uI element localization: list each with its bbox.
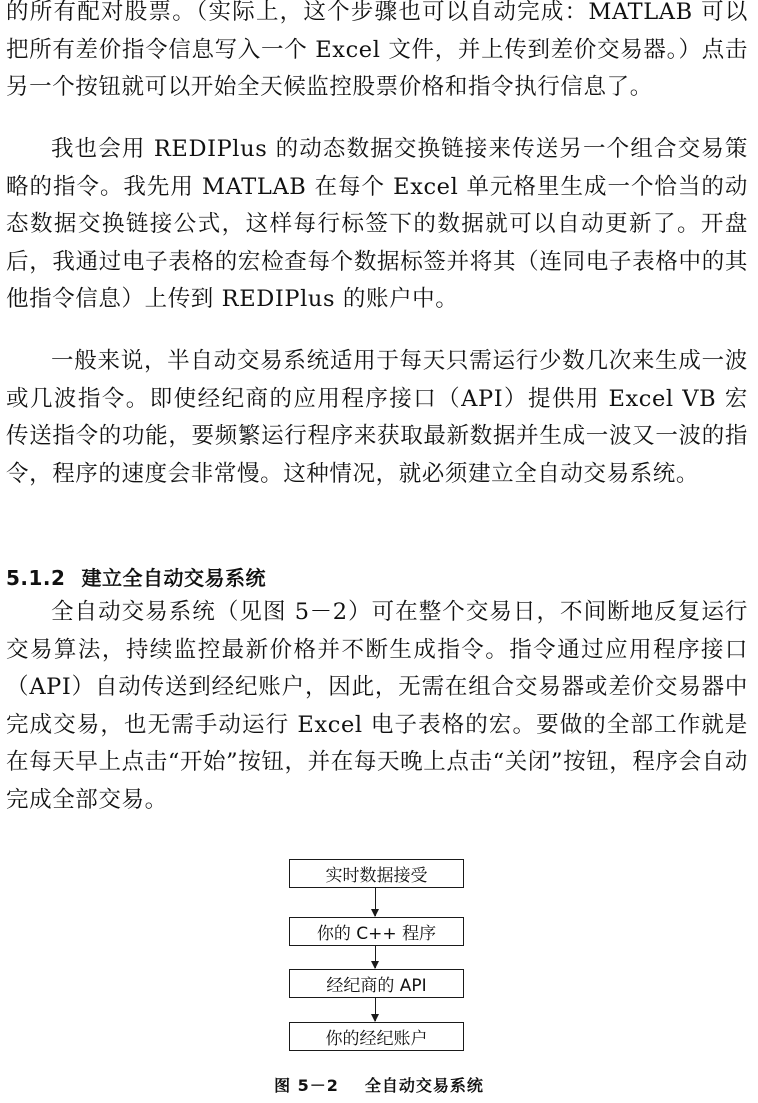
paragraph-2: 我也会用 REDIPlus 的动态数据交换链接来传送另一个组合交易策略的指令。我先用 MATLAB 在每个 Excel 单元格里生成一个恰当的动态数据交换链接公式，这样每行标签下的数据就可以自动更新了。开盘后，我通过电子表格的宏检查每个数据标签并将其（连同电子表格中的其他指令信息）上传到 REDIPlus 的账户中。 <box>6 136 748 312</box>
flow-step-realtime-data: 实时数据接受 <box>289 859 464 888</box>
flow-step-broker-api: 经纪商的 API <box>289 969 464 998</box>
flow-arrow-3 <box>375 998 376 1021</box>
figure-number: 图 5－2 <box>274 1076 339 1095</box>
paragraph-4: 全自动交易系统（见图 5－2）可在整个交易日，不间断地反复运行交易算法，持续监控最新价格并不断生成指令。指令通过应用程序接口（API）自动传送到经纪账户，因此，无需在组合交易器或差价交易器中完成交易，也无需手动运行 Excel 电子表格的宏。要做的全部工作就是在每天早上点击“开始”按钮，并在每天晚上点击“关闭”按钮，程序会自动完成全部交易。 <box>6 599 748 813</box>
flow-arrow-1 <box>375 888 376 916</box>
section-title: 建立全自动交易系统 <box>81 566 266 590</box>
flow-arrow-2 <box>375 946 376 968</box>
section-number: 5.1.2 <box>6 566 66 590</box>
paragraph-3: 一般来说，半自动交易系统适用于每天只需运行少数几次来生成一波或几波指令。即使经纪商的应用程序接口（API）提供用 Excel VB 宏传送指令的功能，要频繁运行程序来获取最新数据并生成一波又一波的指令，程序的速度会非常慢。这种情况，就必须建立全自动交易系统。 <box>6 348 748 487</box>
flow-step-cpp-program: 你的 C++ 程序 <box>289 917 464 946</box>
flow-step-brokerage-account: 你的经纪账户 <box>289 1022 464 1051</box>
paragraph-1: 的所有配对股票。（实际上，这个步骤也可以自动完成：MATLAB 可以把所有差价指令信息写入一个 Excel 文件，并上传到差价交易器。）点击另一个按钮就可以开始全天候监控股票价格和指令执行信息了。 <box>6 0 748 100</box>
figure-title: 全自动交易系统 <box>364 1076 484 1095</box>
figure-caption <box>0 1073 758 1096</box>
flowchart <box>0 855 758 1055</box>
section-heading <box>6 562 266 591</box>
